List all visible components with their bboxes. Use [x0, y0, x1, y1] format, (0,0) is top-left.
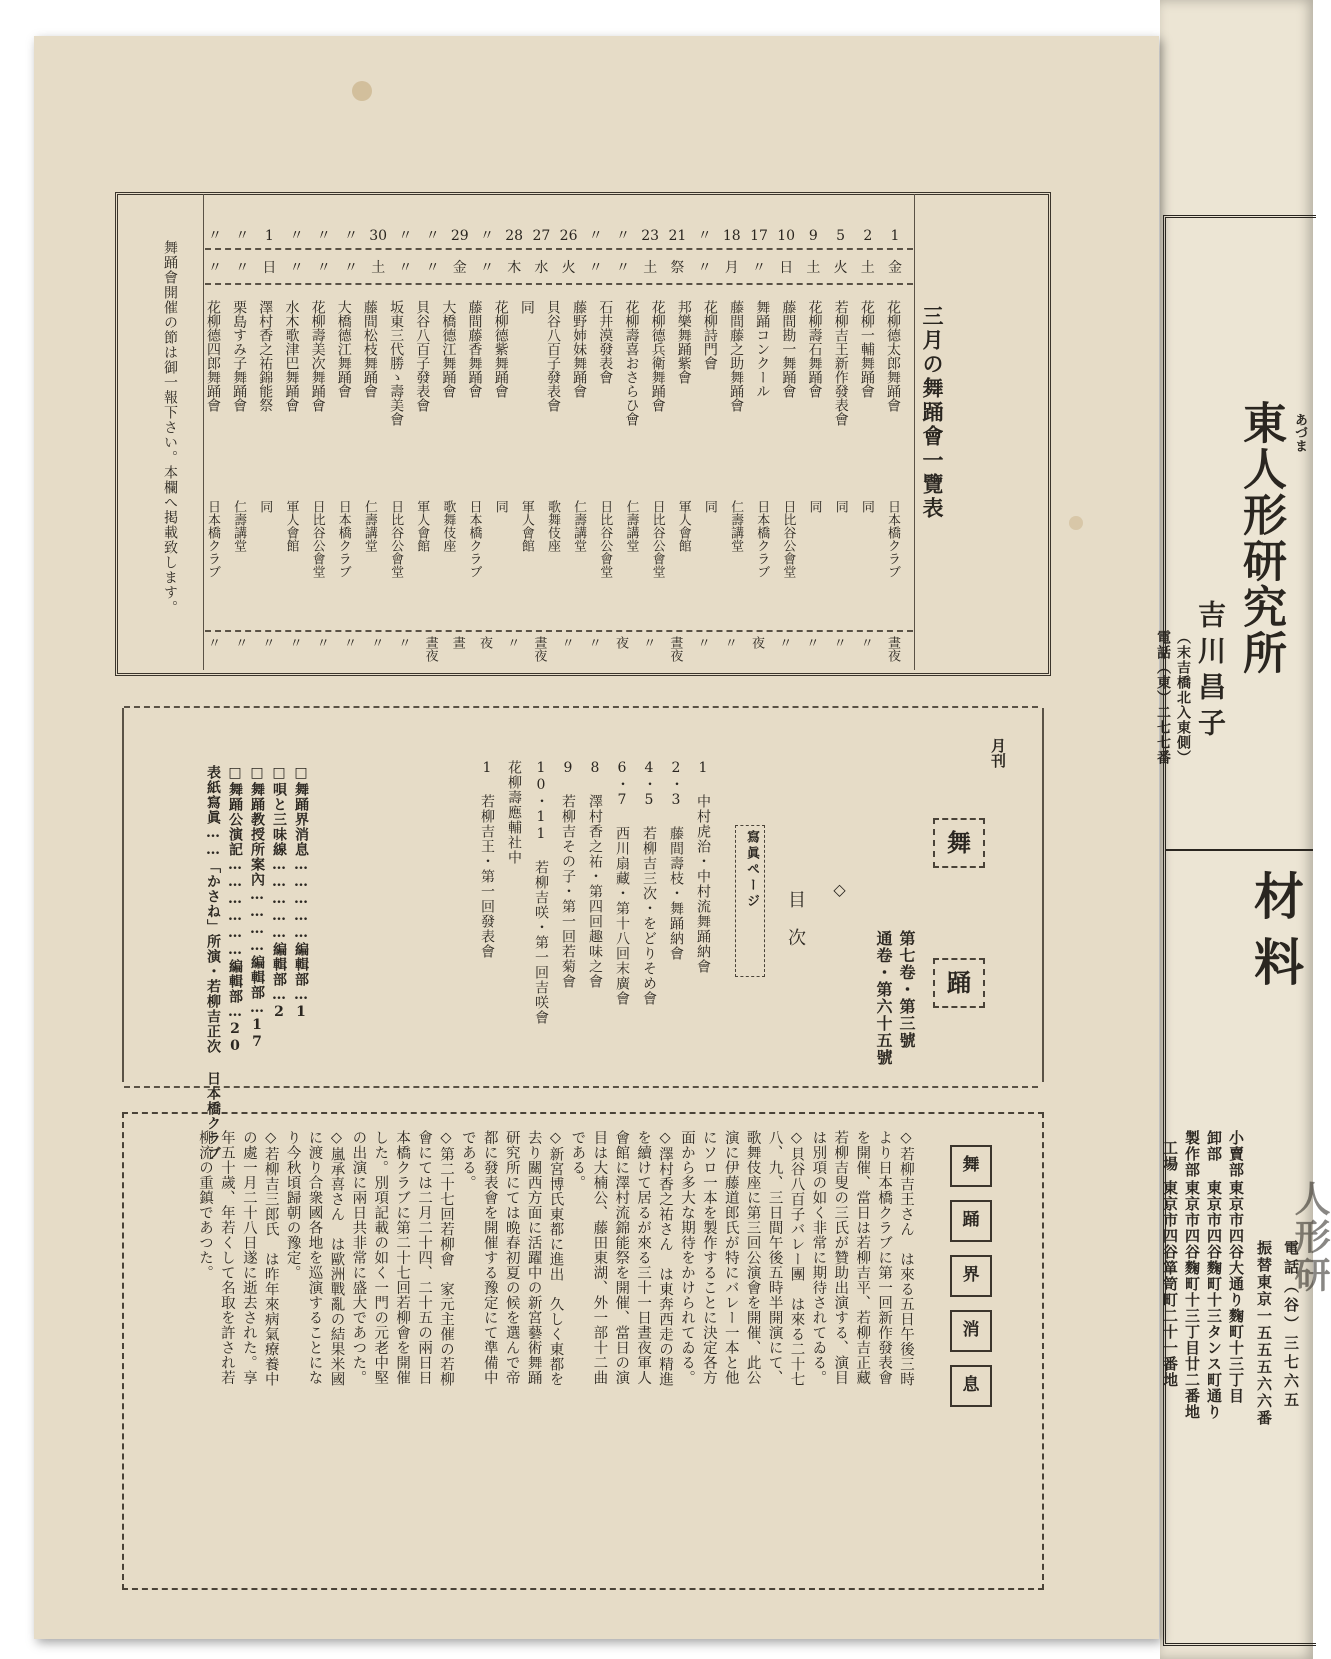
event-cell: 澤村香之祐錦能祭	[257, 300, 274, 412]
date-cell: 30	[369, 228, 388, 244]
photo-heading-box	[735, 825, 765, 977]
time-cell: 〃	[721, 636, 737, 649]
news-label-char: 消	[950, 1310, 992, 1352]
event-cell: 花柳德兵衛舞踊會	[649, 300, 666, 412]
date-cell: 〃	[235, 228, 250, 244]
venue-cell: 日本橋クラブ	[335, 500, 351, 578]
news-column: 八、九、三日間午後五時半開演にて、	[766, 1130, 783, 1385]
volume-number: 第七卷・第三號	[897, 930, 916, 1049]
photo-item: 6・7 西川扇藏・第十八回末廣會	[614, 760, 630, 1006]
decor-diamond: ◇	[830, 880, 849, 899]
weekday-cell: 土	[371, 260, 386, 276]
news-column: ◇嵐承喜さん は歐洲戰亂の結果米國	[328, 1130, 345, 1387]
news-column: である。	[459, 1130, 476, 1190]
time-cell: 〃	[585, 636, 601, 649]
ad-phone-note: 電話（東）二七七番	[1155, 630, 1171, 765]
news-column: ◇貝谷八百子バレー團 は來る二十七	[788, 1130, 805, 1387]
venue-cell: 日本橋クラブ	[205, 500, 220, 578]
date-cell: 〃	[425, 228, 440, 244]
date-cell: 1	[890, 228, 900, 244]
venue-cell: 同	[492, 500, 508, 513]
weekday-cell: 祭	[670, 260, 685, 276]
date-cell: 23	[641, 228, 660, 244]
date-cell: 〃	[289, 228, 304, 244]
venue-cell: 歌舞伎座	[440, 500, 456, 552]
event-cell: 藤間藤之助舞踊會	[728, 300, 745, 412]
event-cell: 同	[518, 300, 535, 314]
event-cell: 若柳吉王新作發表會	[832, 300, 849, 426]
weekday-cell: 〃	[697, 260, 712, 276]
event-cell: 花柳德四郎舞踊會	[205, 300, 221, 412]
venue-cell: 軍人會館	[283, 500, 299, 552]
ad-factory-label: 製作部	[1183, 1130, 1201, 1178]
date-cell: 9	[808, 228, 818, 244]
news-column: ◇新宮博氏東都に進出 久しく東都を	[547, 1130, 564, 1387]
ad-works-label: 工場	[1161, 1140, 1179, 1172]
time-cell: 夜	[477, 636, 492, 649]
date-cell: 〃	[480, 228, 494, 244]
ad-retail-label: 小賣部	[1227, 1130, 1245, 1178]
weekday-cell: 日	[779, 260, 794, 276]
time-cell: 〃	[259, 636, 275, 649]
date-cell: 10	[777, 228, 796, 244]
news-label-char: 舞	[950, 1145, 992, 1187]
venue-cell: 同	[701, 500, 717, 513]
weekday-cell: 〃	[616, 260, 630, 276]
date-cell: 〃	[588, 228, 603, 244]
time-cell: 〃	[857, 636, 873, 649]
news-column: の出演に兩日共非常に盛大であつた。	[350, 1130, 367, 1385]
news-column: 研究所にては晩春初夏の候を選んで帝	[503, 1130, 520, 1385]
news-label-char: 息	[950, 1365, 992, 1407]
weekday-cell: 〃	[344, 260, 358, 276]
weekday-cell: 水	[534, 260, 549, 276]
weekday-cell: 〃	[425, 260, 440, 276]
news-column: ◇若柳吉三郎氏 は昨年來病氣療養中	[262, 1130, 279, 1387]
event-cell: 藤間藤香舞踊會	[466, 300, 483, 398]
ad-materials: 材料	[1246, 870, 1305, 1002]
weekday-cell: 〃	[235, 260, 250, 276]
news-column: 會館に澤村流錦能祭を開催、當日の演	[613, 1130, 630, 1385]
photo-item: 4・5 若柳吉三次・をどりそめ會	[641, 760, 657, 1006]
time-cell: 晝夜	[667, 636, 683, 662]
venue-cell: 同	[806, 500, 822, 513]
section-divider	[124, 706, 1038, 708]
news-column: は別項の如く非常に期待されてゐる。	[810, 1130, 827, 1385]
news-column: 都に發表會を開催する豫定にて準備中	[481, 1130, 498, 1385]
news-column: 本橋クラブに第二十七回若柳會を開催	[394, 1130, 411, 1385]
news-column: 目は大楠公、藤田東湖、外一部十二曲	[591, 1130, 608, 1385]
weekday-cell: 金	[888, 260, 902, 276]
date-cell: 17	[750, 228, 768, 244]
ad-divider	[1166, 849, 1313, 851]
time-cell: 夜	[749, 636, 764, 649]
event-cell: 石井漠發表會	[597, 300, 614, 384]
photo-item: 1 若柳吉王・第一回發表會	[479, 760, 495, 959]
news-column: である。	[569, 1130, 586, 1190]
ad-wholesale: 東京市四谷麴町十三タンス町通り	[1205, 1180, 1223, 1420]
table-title: 三月の舞踊會一覽表	[920, 305, 945, 521]
venue-cell: 日比谷公會堂	[309, 500, 325, 578]
venue-cell: 同	[257, 500, 273, 513]
news-column: を續けて居るが來る三十一日晝夜軍人	[635, 1130, 652, 1385]
venue-cell: 軍人會館	[675, 500, 691, 552]
time-cell: 晝夜	[531, 636, 547, 662]
photo-item: 9 若柳吉その子・第一回若菊會	[560, 760, 576, 989]
event-cell: 貝谷八百子發表會	[414, 300, 431, 412]
news-column: に渡り合衆國各地を巡演することにな	[306, 1130, 323, 1385]
ad-title: 東人形研究所	[1235, 400, 1286, 676]
article-item: □唄と三味線……………編輯部…2	[271, 765, 287, 1021]
venue-cell: 日本橋クラブ	[885, 500, 900, 578]
weekday-cell: 〃	[289, 260, 304, 276]
event-cell: 舞踊コンクール	[754, 300, 771, 398]
news-column: り今秋頃歸朝の豫定。	[284, 1130, 301, 1280]
news-label-char: 踊	[950, 1200, 992, 1242]
event-cell: 水木歌津巴舞踊會	[283, 300, 300, 412]
news-column: ◇第二十七回若柳會 家元主催の若柳	[437, 1130, 454, 1387]
venue-cell: 軍人會館	[518, 500, 534, 552]
toc-heading: 目次	[785, 890, 806, 966]
time-cell: 〃	[694, 636, 710, 649]
news-label-char: 界	[950, 1255, 992, 1297]
venue-cell: 日比谷公會堂	[649, 500, 665, 578]
news-column: ◇澤村香之祐さん は東奔西走の精進	[657, 1130, 674, 1387]
news-column: 歌舞伎座に第三回公演會を開催、此公	[744, 1130, 761, 1385]
weekday-cell: 月	[724, 260, 739, 276]
venue-cell: 日比谷公會堂	[597, 500, 613, 578]
event-cell: 花柳壽美次舞踊會	[309, 300, 326, 412]
time-cell: 〃	[776, 636, 792, 649]
venue-cell: 日本橋クラブ	[754, 500, 770, 578]
weekday-cell: 〃	[398, 260, 413, 276]
venue-cell: 同	[858, 500, 874, 513]
event-cell: 花柳一輔舞踊會	[858, 300, 875, 398]
photo-item: 花柳壽應輔社中	[506, 760, 522, 865]
time-cell: 〃	[205, 636, 220, 649]
weekday-cell: 〃	[752, 260, 766, 276]
time-cell: 〃	[368, 636, 384, 649]
time-cell: 〃	[286, 636, 302, 649]
event-cell: 藤間松枝舞踊會	[361, 300, 378, 398]
article-item: □舞踊教授所案內…………編輯部…17	[249, 765, 265, 1051]
time-cell: 〃	[232, 636, 248, 649]
event-cell: 花柳壽石舞踊會	[806, 300, 823, 398]
time-cell: 晝夜	[422, 636, 438, 662]
weekday-cell: 火	[833, 260, 848, 276]
date-cell: 21	[668, 228, 687, 244]
venue-cell: 日本橋クラブ	[466, 500, 482, 578]
article-item: □舞踊公演記………………編輯部…20	[227, 765, 243, 1055]
event-cell: 坂東三代勝ゝ壽美會	[388, 300, 405, 426]
date-cell: 2	[863, 228, 873, 244]
ad-cutoff-text: 人形研	[1289, 1180, 1331, 1294]
column-divider	[914, 194, 915, 670]
weekday-cell: 〃	[208, 260, 222, 276]
event-cell: 花柳德太郎舞踊會	[885, 300, 901, 412]
time-cell: 夜	[613, 636, 628, 649]
date-cell: 5	[836, 228, 846, 244]
venue-cell: 日比谷公會堂	[780, 500, 796, 578]
venue-cell: 仁壽講堂	[361, 500, 377, 552]
photo-item: 8 澤村香之祐・第四回趣味之會	[587, 760, 603, 989]
news-column: 會にては二月二十四、二十五の兩日日	[416, 1130, 433, 1385]
time-cell: 〃	[395, 636, 411, 649]
ad-works: 東京市四谷箪笥町二十一番地	[1161, 1180, 1179, 1388]
table-side-note: 舞踊會開催の節は御一報下さい。本欄へ掲載致します。	[162, 240, 178, 615]
page-stain	[352, 81, 372, 101]
date-cell: 1	[264, 228, 274, 244]
news-column: の處一月二十八日遂に逝去された。享	[240, 1130, 257, 1385]
row-divider	[205, 630, 913, 632]
event-cell: 貝谷八百子發表會	[545, 300, 561, 412]
column-divider	[203, 194, 204, 670]
row-divider	[205, 283, 913, 285]
venue-cell: 仁壽講堂	[231, 500, 247, 552]
masthead-char: 舞	[933, 818, 985, 868]
ad-factory: 東京市四谷麴町十三丁目廿二番地	[1183, 1180, 1201, 1420]
photo-item: 10・11 若柳吉咲・第一回吉咲會	[533, 760, 549, 1025]
venue-cell: 歌舞伎座	[545, 500, 560, 552]
ad-address-note: （末吉橋北入東側）	[1175, 630, 1191, 765]
news-column: より日本橋クラブに第一回新作發表會	[876, 1130, 893, 1385]
time-cell: 晝夜	[885, 636, 900, 662]
venue-cell: 同	[832, 500, 848, 513]
date-cell: 〃	[344, 228, 358, 244]
weekday-cell: 土	[860, 260, 875, 276]
event-cell: 藤間勘一舞踊會	[780, 300, 797, 398]
date-cell: 〃	[697, 228, 712, 244]
event-cell: 邦樂舞踊紫會	[675, 300, 692, 384]
news-column: 演に伊藤道郎氏が特にバレー一本と他	[722, 1130, 739, 1385]
venue-cell: 仁壽講堂	[728, 500, 744, 552]
weekday-cell: 土	[643, 260, 658, 276]
news-column: ◇若柳吉王さん は來る五日午後三時	[898, 1130, 914, 1387]
date-cell: 26	[559, 228, 578, 244]
venue-cell: 日比谷公會堂	[388, 500, 404, 578]
issue-number: 通卷・第六十五號	[874, 930, 893, 1066]
time-cell: 晝	[449, 636, 465, 649]
date-cell: 〃	[208, 228, 222, 244]
weekday-cell: 火	[561, 260, 576, 276]
date-cell: 27	[532, 228, 551, 244]
event-cell: 花柳詩門會	[701, 300, 718, 370]
news-column: を開催、當日は若柳吉平、若柳吉正藏	[854, 1130, 871, 1385]
time-cell: 〃	[640, 636, 656, 649]
ad-retail: 東京市四谷大通り麴町十三丁目	[1227, 1180, 1245, 1404]
row-divider	[205, 248, 913, 250]
time-cell: 〃	[313, 636, 329, 649]
ad-person: 吉川昌子	[1194, 600, 1227, 744]
weekday-cell: 木	[507, 260, 522, 276]
event-cell: 花柳德紫舞踊會	[492, 300, 509, 398]
date-cell: 29	[450, 228, 469, 244]
news-column: にソロ一本を製作することに決定各方	[700, 1130, 717, 1385]
time-cell: 〃	[341, 636, 356, 649]
page-stain	[1069, 516, 1083, 530]
ad-furikae: 振替東京一五五五六六番	[1255, 1240, 1273, 1427]
event-cell: 大橋德江舞踊會	[440, 300, 457, 398]
event-cell: 花柳壽喜おさらひ會	[623, 300, 640, 426]
venue-cell: 軍人會館	[414, 500, 430, 552]
time-cell: 〃	[803, 636, 819, 649]
date-cell: 〃	[616, 228, 630, 244]
venue-cell: 仁壽講堂	[571, 500, 587, 552]
event-cell: 藤野姉妹舞踊會	[571, 300, 588, 398]
ad-header-small: あづま	[1292, 413, 1307, 452]
weekday-cell: 日	[262, 260, 277, 276]
date-cell: 18	[722, 228, 741, 244]
section-divider	[124, 1086, 1038, 1088]
news-column: 柳流の重鎮であつた。	[197, 1130, 213, 1280]
weekday-cell: 〃	[588, 260, 603, 276]
photo-pages-heading: 寫眞ページ	[744, 830, 759, 910]
time-cell: 〃	[504, 636, 520, 649]
ad-wholesale-label: 卸部	[1205, 1130, 1223, 1162]
date-cell: 〃	[398, 228, 413, 244]
time-cell: 〃	[830, 636, 846, 649]
event-cell: 大橋德江舞踊會	[335, 300, 352, 398]
dance-events-table	[115, 192, 1051, 676]
weekday-cell: 金	[452, 260, 467, 276]
news-column: した。別項記載の如く一門の元老中堅	[372, 1130, 389, 1385]
news-column: 年五十歲、年若くして名取を許され若	[218, 1130, 235, 1385]
venue-cell: 仁壽講堂	[623, 500, 639, 552]
event-cell: 栗島すみ子舞踊會	[231, 300, 248, 412]
masthead-char: 踊	[933, 958, 985, 1008]
photo-item: 1 中村虎治・中村流舞踊納會	[695, 760, 711, 974]
masthead-prefix: 月刊	[989, 738, 1007, 768]
article-item: 表紙寫眞……「かさね」所演・若柳吉正次 日本橋クラブ	[205, 765, 221, 1161]
article-item: □舞踊界消息……………編輯部…1	[293, 765, 309, 1021]
news-column: 面から多大な期待をかけられてゐる。	[678, 1130, 695, 1385]
weekday-cell: 〃	[316, 260, 331, 276]
date-cell: 28	[505, 228, 524, 244]
news-column: 若柳吉叟の三氏が贊助出演する、演目	[832, 1130, 849, 1385]
weekday-cell: 土	[806, 260, 821, 276]
weekday-cell: 〃	[480, 260, 494, 276]
ad-phone: 電話（谷）三七六五	[1282, 1240, 1300, 1411]
time-cell: 〃	[558, 636, 574, 649]
photo-item: 2・3 藤間壽枝・舞踊納會	[668, 760, 684, 961]
news-column: 去り關西方面に活躍中の新宮藝術舞踊	[525, 1130, 542, 1385]
date-cell: 〃	[316, 228, 331, 244]
